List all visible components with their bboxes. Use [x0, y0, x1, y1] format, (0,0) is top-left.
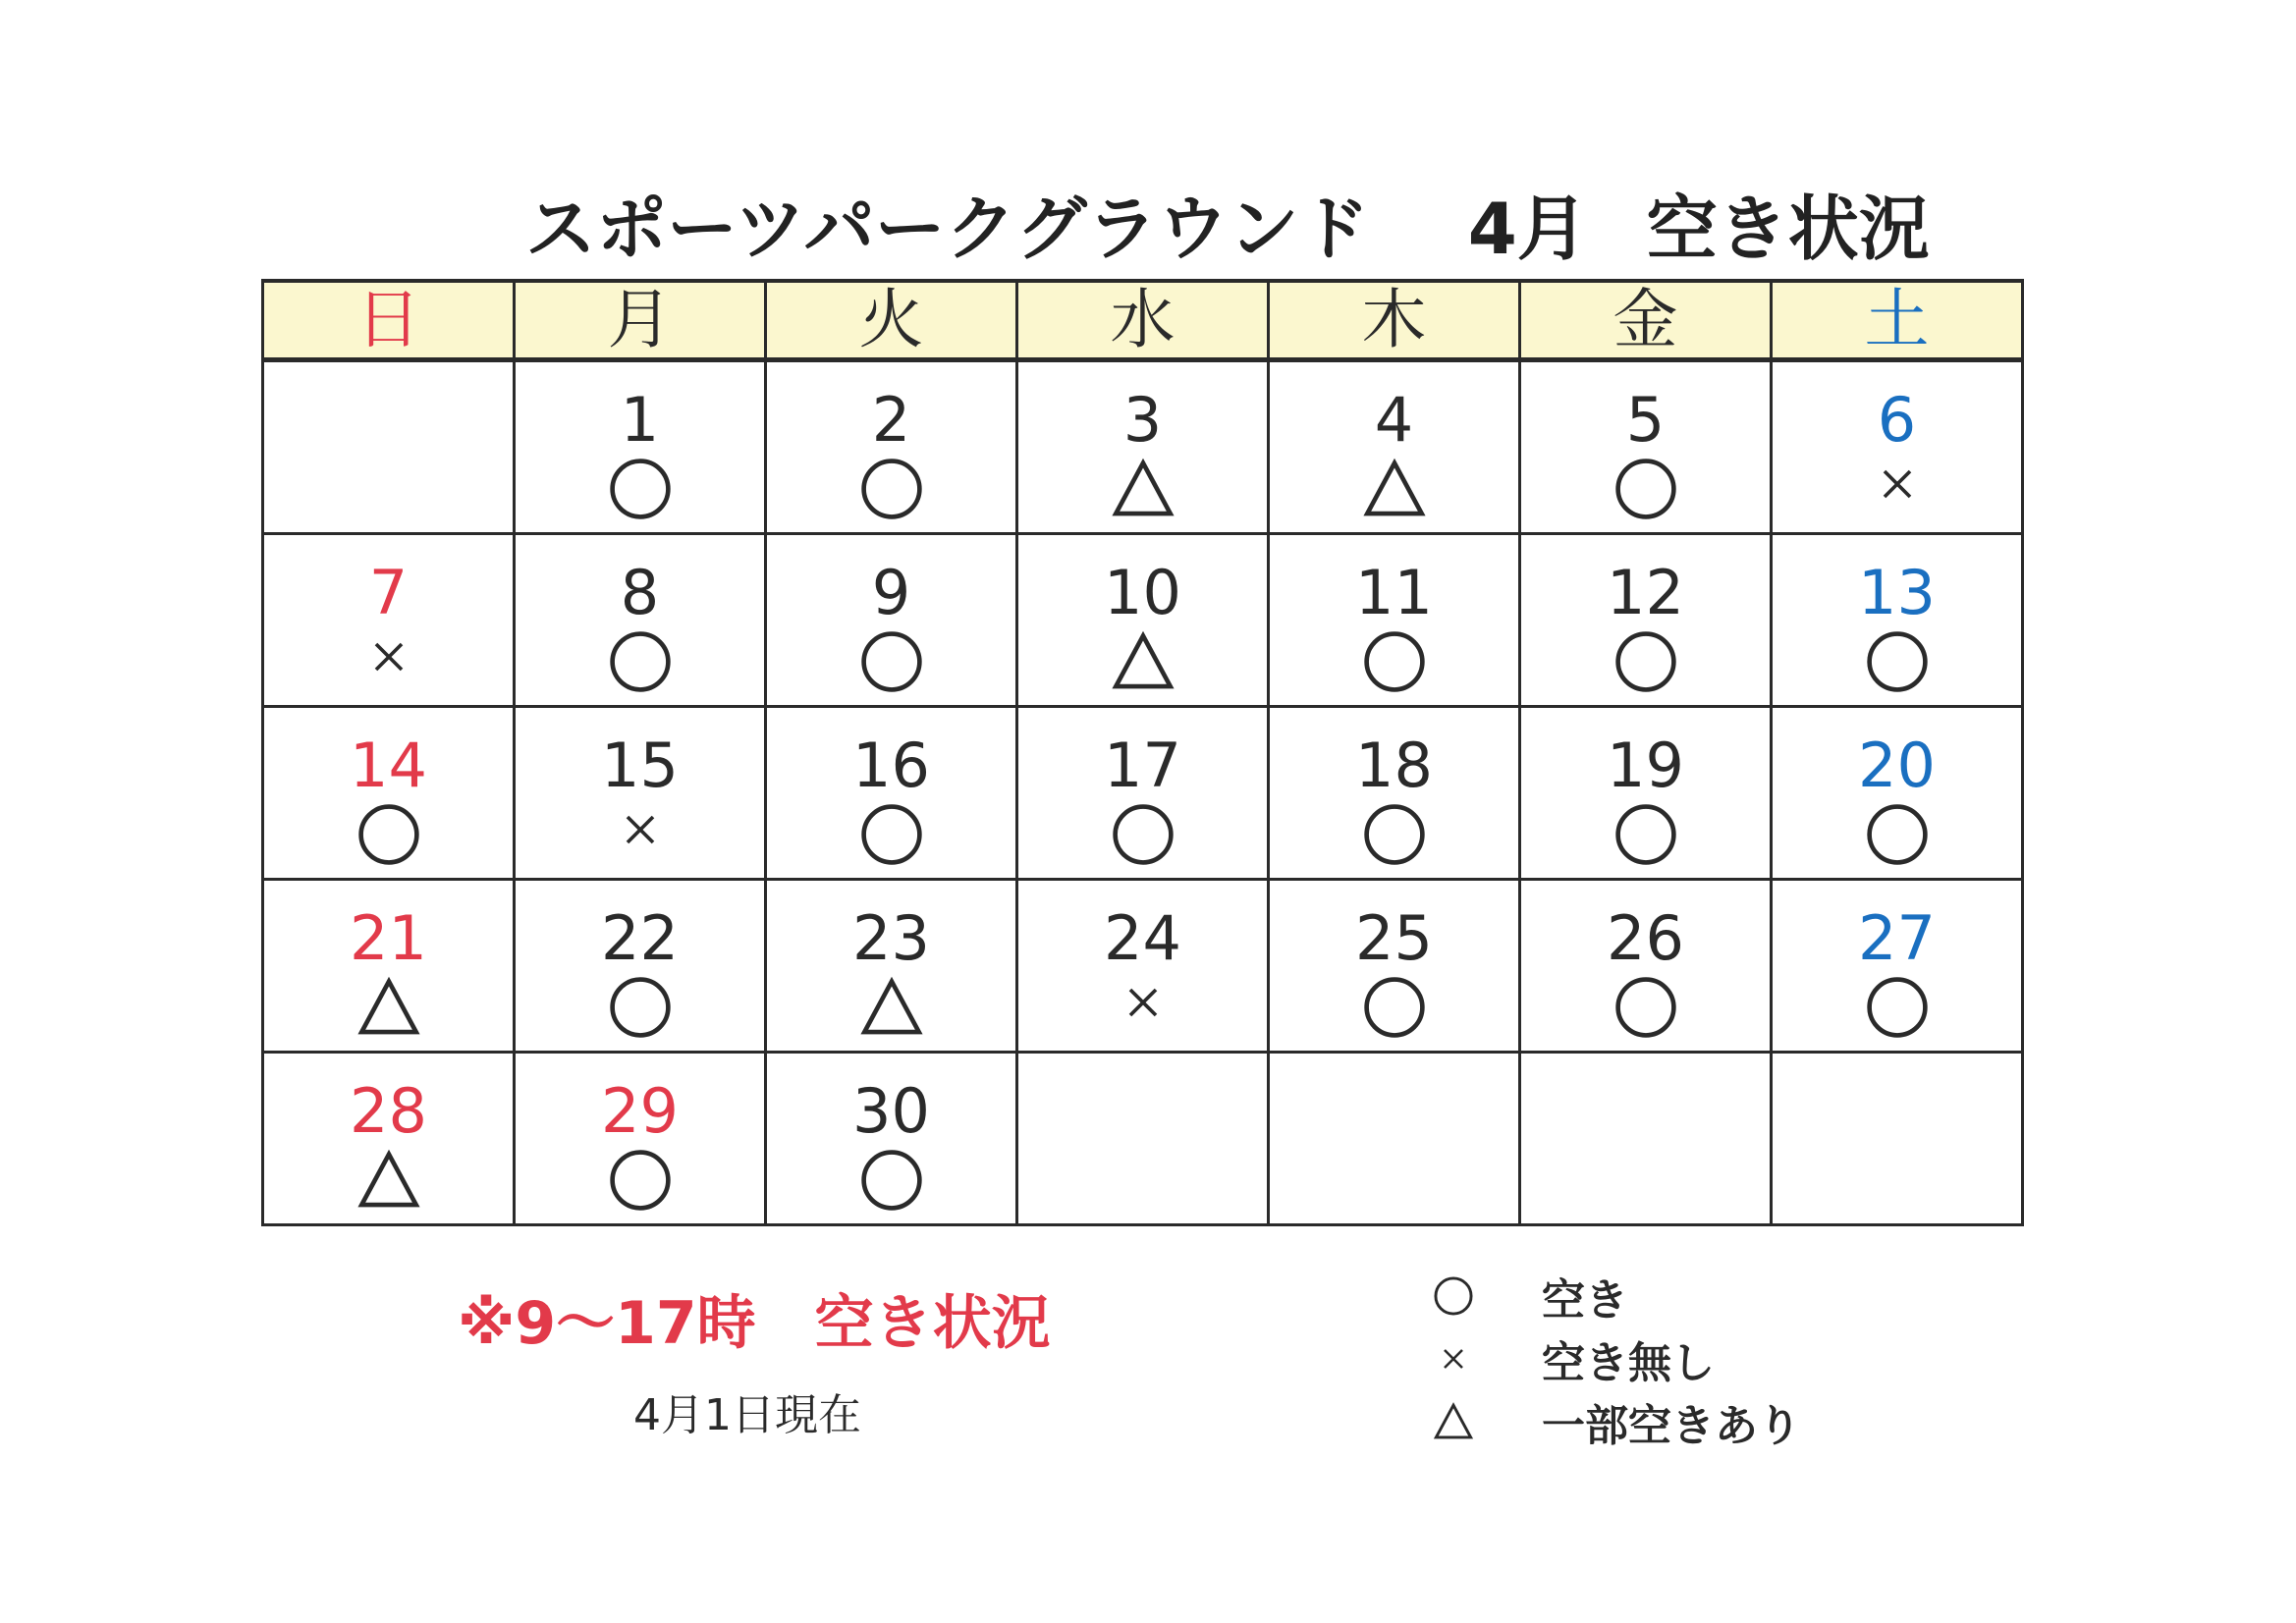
calendar-empty-cell — [1520, 1053, 1772, 1225]
day-number: 11 — [1355, 557, 1433, 628]
hours-note: ※9～17時 空き状況 — [458, 1289, 1051, 1358]
availability-mark — [1773, 459, 2021, 529]
availability-mark — [1018, 802, 1267, 873]
legend-label: 一部空きあり — [1542, 1401, 1801, 1451]
cross-icon — [1436, 1341, 1471, 1377]
day-number: 27 — [1858, 902, 1936, 974]
triangle-icon — [1111, 629, 1175, 694]
cross-icon — [1118, 977, 1169, 1028]
day-number: 1 — [620, 384, 660, 456]
availability-mark — [516, 804, 764, 875]
availability-mark — [516, 975, 764, 1046]
calendar-day-cell — [1772, 360, 2023, 534]
circle-icon — [1111, 802, 1175, 867]
circle-icon — [1613, 629, 1678, 694]
availability-mark — [1773, 802, 2021, 873]
day-number: 15 — [601, 730, 679, 801]
calendar-day-cell — [1520, 880, 1772, 1053]
availability-mark — [1521, 457, 1770, 527]
calendar-day-cell — [1017, 360, 1269, 534]
availability-mark — [1773, 629, 2021, 700]
day-number: 22 — [601, 902, 679, 974]
day-number: 20 — [1858, 730, 1936, 801]
availability-calendar — [261, 279, 2024, 1226]
availability-mark — [1521, 629, 1770, 700]
availability-mark — [1521, 975, 1770, 1046]
circle-icon — [608, 975, 673, 1040]
circle-icon — [356, 802, 421, 867]
calendar-empty-cell — [263, 360, 515, 534]
title-status: 空き状況 — [1646, 188, 1930, 270]
calendar-day-cell — [263, 534, 515, 707]
availability-mark — [767, 802, 1015, 873]
day-number: 2 — [871, 384, 911, 456]
cross-icon — [363, 631, 414, 682]
as-of-date: 4月1日現在 — [633, 1390, 861, 1440]
availability-mark — [1270, 457, 1518, 527]
availability-mark — [767, 629, 1015, 700]
circle-icon — [1613, 802, 1678, 867]
triangle-icon — [356, 1148, 421, 1213]
calendar-day-cell — [1520, 534, 1772, 707]
triangle-icon — [1111, 457, 1175, 521]
calendar-day-cell — [515, 707, 766, 880]
day-number: 16 — [852, 730, 930, 801]
day-number: 29 — [601, 1075, 679, 1147]
day-number: 26 — [1607, 902, 1684, 974]
calendar-empty-cell — [1772, 1053, 2023, 1225]
weekday-sat: 土 — [1772, 281, 2023, 360]
availability-mark — [1270, 802, 1518, 873]
circle-icon — [1613, 457, 1678, 521]
calendar-day-cell — [263, 1053, 515, 1225]
availability-mark — [767, 1148, 1015, 1218]
calendar-day-cell — [766, 1053, 1017, 1225]
circle-icon — [859, 802, 924, 867]
day-number: 19 — [1607, 730, 1684, 801]
calendar-day-cell — [1772, 534, 2023, 707]
day-number: 25 — [1355, 902, 1433, 974]
cross-icon — [1424, 1334, 1483, 1383]
day-number: 21 — [350, 902, 427, 974]
availability-mark — [516, 1148, 764, 1218]
calendar-day-cell — [766, 360, 1017, 534]
day-number: 30 — [852, 1075, 930, 1147]
legend-label: 空き — [1542, 1275, 1628, 1325]
availability-mark — [1773, 975, 2021, 1046]
weekday-mon: 月 — [515, 281, 766, 360]
day-number: 4 — [1374, 384, 1414, 456]
circle-icon — [1865, 802, 1930, 867]
cross-icon — [1872, 459, 1923, 510]
calendar-day-cell — [263, 707, 515, 880]
calendar-week-row — [263, 360, 2023, 534]
calendar-week-row — [263, 707, 2023, 880]
availability-mark — [516, 629, 764, 700]
calendar-day-cell — [263, 880, 515, 1053]
availability-mark — [1018, 457, 1267, 527]
availability-mark — [767, 975, 1015, 1046]
legend-item — [1424, 1327, 1915, 1390]
circle-icon — [608, 1148, 673, 1213]
availability-mark — [1270, 975, 1518, 1046]
circle-icon — [859, 1148, 924, 1213]
calendar-day-cell — [1520, 360, 1772, 534]
calendar-day-cell — [766, 880, 1017, 1053]
weekday-header-row — [263, 281, 2023, 360]
calendar-day-cell — [1269, 360, 1520, 534]
calendar-day-cell — [766, 707, 1017, 880]
availability-mark — [1270, 629, 1518, 700]
calendar-day-cell — [1017, 534, 1269, 707]
day-number: 5 — [1625, 384, 1666, 456]
calendar-day-cell — [1269, 534, 1520, 707]
circle-icon — [1613, 975, 1678, 1040]
title-month: 4月 — [1467, 188, 1588, 270]
calendar-day-cell — [1017, 707, 1269, 880]
circle-icon — [859, 457, 924, 521]
legend-item — [1424, 1265, 1915, 1327]
weekday-wed: 水 — [1017, 281, 1269, 360]
circle-icon — [1362, 975, 1427, 1040]
calendar-day-cell — [1772, 880, 2023, 1053]
circle-icon — [1362, 802, 1427, 867]
calendar-day-cell — [515, 880, 766, 1053]
legend-label: 空き無し — [1542, 1338, 1715, 1388]
availability-mark — [1018, 977, 1267, 1048]
circle-icon — [1865, 975, 1930, 1040]
day-number: 6 — [1877, 384, 1917, 456]
cross-icon — [615, 804, 666, 855]
day-number: 13 — [1858, 557, 1936, 628]
calendar-day-cell — [1017, 880, 1269, 1053]
calendar-day-cell — [1269, 707, 1520, 880]
circle-icon — [1424, 1271, 1483, 1321]
weekday-thu: 木 — [1269, 281, 1520, 360]
calendar-day-cell — [1269, 880, 1520, 1053]
availability-mark — [264, 975, 513, 1046]
day-number: 14 — [350, 730, 427, 801]
calendar-day-cell — [515, 534, 766, 707]
weekday-sun: 日 — [263, 281, 515, 360]
availability-mark — [1521, 802, 1770, 873]
availability-mark — [1018, 629, 1267, 700]
day-number: 3 — [1122, 384, 1163, 456]
circle-icon — [859, 629, 924, 694]
calendar-empty-cell — [1017, 1053, 1269, 1225]
availability-mark — [264, 631, 513, 702]
circle-icon — [1865, 629, 1930, 694]
circle-icon — [1433, 1275, 1474, 1317]
day-number: 23 — [852, 902, 930, 974]
day-number: 12 — [1607, 557, 1684, 628]
availability-mark — [516, 457, 764, 527]
triangle-icon — [859, 975, 924, 1040]
day-number: 24 — [1104, 902, 1181, 974]
calendar-day-cell — [766, 534, 1017, 707]
circle-icon — [608, 457, 673, 521]
day-number: 7 — [368, 557, 409, 628]
circle-icon — [608, 629, 673, 694]
calendar-week-row — [263, 880, 2023, 1053]
day-number: 17 — [1104, 730, 1181, 801]
calendar-week-row — [263, 534, 2023, 707]
availability-mark — [264, 802, 513, 873]
calendar-empty-cell — [1269, 1053, 1520, 1225]
weekday-tue: 火 — [766, 281, 1017, 360]
calendar-day-cell — [515, 1053, 766, 1225]
day-number: 18 — [1355, 730, 1433, 801]
triangle-icon — [1433, 1401, 1474, 1442]
calendar-day-cell — [1520, 707, 1772, 880]
calendar-week-row — [263, 1053, 2023, 1225]
calendar-day-cell — [515, 360, 766, 534]
calendar-body — [263, 360, 2023, 1225]
calendar-day-cell — [1772, 707, 2023, 880]
page-title — [525, 175, 1930, 283]
legend-item — [1424, 1390, 1915, 1453]
day-number: 28 — [350, 1075, 427, 1147]
triangle-icon — [1424, 1397, 1483, 1446]
triangle-icon — [1362, 457, 1427, 521]
day-number: 10 — [1104, 557, 1181, 628]
availability-mark — [767, 457, 1015, 527]
day-number: 9 — [871, 557, 911, 628]
circle-icon — [1362, 629, 1427, 694]
weekday-fri: 金 — [1520, 281, 1772, 360]
legend — [1424, 1265, 1915, 1453]
day-number: 8 — [620, 557, 660, 628]
availability-mark — [264, 1148, 513, 1218]
title-facility: スポーツパークグラウンド — [525, 188, 1370, 270]
triangle-icon — [356, 975, 421, 1040]
